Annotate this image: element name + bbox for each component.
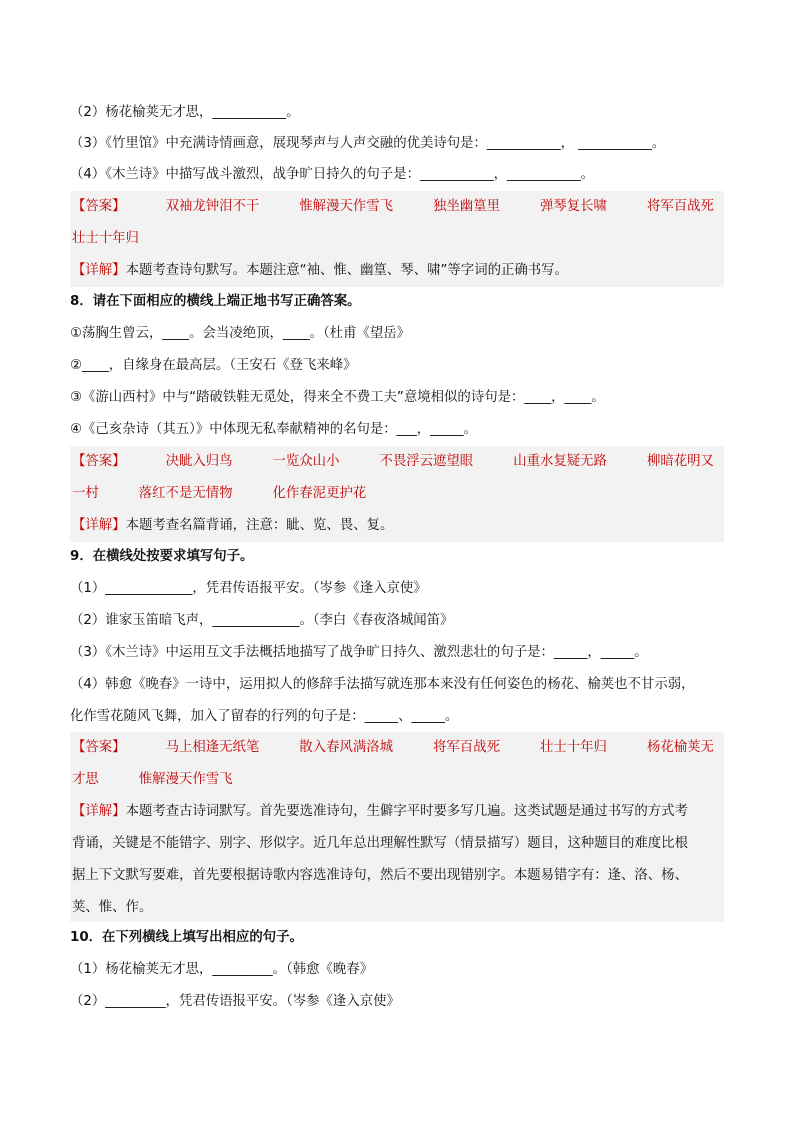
q7-line-4: （4）《木兰诗》中描写战斗激烈，战争旷日持久的句子是：___________，___________。 [70,167,595,182]
answer-tag: 【答案】 [72,740,126,755]
detail-text: 本题考查古诗词默写。首先要选准诗句，生僻字平时要多写几遍。这类试题是通过书写的方式考 [125,804,688,819]
answer-item: 山重水复疑无路 [513,454,607,469]
answer-tag: 【答案】 [72,199,126,214]
answer-item: 化作春泥更护花 [272,486,367,501]
q8-line-4: ④《己亥杂诗（其五）》中体现无私奉献精神的名句是：___，_____。 [70,422,478,437]
q7-answer-row-1 [70,191,724,223]
q9-detail-row-3 [70,860,724,892]
answer-item: 双袖龙钟泪不干 [165,199,260,214]
q8-line-2: ②____，自缘身在最高层。（王安石《登飞来峰》 [70,358,357,373]
q8-line-1: ①荡胸生曾云，____。会当凌绝顶，____。（杜甫《望岳》 [70,326,411,341]
answer-item: 弹琴复长啸 [539,199,607,214]
answer-item: 决眦入归鸟 [165,454,233,469]
q7-answer-block [70,191,724,287]
answer-item: 落红不是无情物 [138,486,233,501]
q10-line-1: （1）杨花榆荚无才思，_________。（韩愈《晚春》 [70,962,374,977]
q7-line-3: （3）《竹里馆》中充满诗情画意，展现琴声与人声交融的优美诗句是：___________， ___________。 [70,136,666,151]
q7-line-2: （2）杨花榆荚无才思，___________。 [70,105,300,120]
detail-text: 荚、惟、作。 [72,900,153,915]
detail-text: 本题考查名篇背诵，注意：眦、览、畏、复。 [125,518,394,533]
q9-line-4: （4）韩愈《晚春》一诗中，运用拟人的修辞手法描写就连那本来没有任何姿色的杨花、榆荚也不甘示弱， [70,677,695,692]
answer-item: 才思 [72,772,99,787]
q9-detail-row-2 [70,828,724,860]
detail-tag: 【详解】 [72,263,126,278]
answer-item: 惟解漫天作雪飞 [138,772,233,787]
q10-line-2: （2）_________，凭君传语报平安。（岑参《逢入京使》 [70,994,400,1009]
q9-line-1: （1）_____________，凭君传语报平安。（岑参《逢入京使》 [70,581,427,596]
detail-text: 背诵，关键是不能错字、别字、形似字。近几年总出理解性默写（情景描写）题目，这种题目的难度比根 [72,836,688,851]
detail-text: 本题考查诗句默写。本题注意“袖、惟、幽篁、琴、啸”等字词的正确书写。 [125,263,568,278]
q9-answer-row-1 [70,732,724,764]
q9-answer-row-2 [70,764,724,796]
q9-line-5: 化作雪花随风飞舞，加入了留春的行列的句子是：_____、_____。 [70,709,459,724]
answer-item: 柳暗花明又 [646,454,714,469]
q9-line-3: （3）《木兰诗》中运用互文手法概括地描写了战争旷日持久、激烈悲壮的句子是：_____，_____。 [70,645,648,660]
answer-item: 壮士十年归 [539,740,607,755]
answer-item: 壮士十年归 [72,231,139,246]
q9-detail-row-4 [70,892,724,924]
q8-answer-row-2 [70,478,724,510]
answer-item: 惟解漫天作雪飞 [299,199,394,214]
answer-item: 杨花榆荚无 [646,740,714,755]
q8-line-3: ③《游山西村》中与“踏破铁鞋无觅处，得来全不费工夫”意境相似的诗句是：____，____。 [70,390,605,405]
q8-answer-row-1 [70,446,724,478]
answer-item: 将军百战死 [433,740,500,755]
detail-tag: 【详解】 [72,804,126,819]
answer-item: 马上相逢无纸笔 [165,740,260,755]
q8-title: 8．请在下面相应的横线上端正地书写正确答案。 [70,294,361,309]
answer-tag: 【答案】 [72,454,126,469]
detail-text: 据上下文默写要难，首先要根据诗歌内容选准诗句，然后不要出现错别字。本题易错字有：逢、洛、杨、 [72,868,688,883]
answer-item: 独坐幽篁里 [433,199,500,214]
detail-tag: 【详解】 [72,518,126,533]
q9-title: 9．在横线处按要求填写句子。 [70,549,254,564]
q7-detail-row [70,255,724,287]
answer-item: 一村 [72,486,99,501]
answer-item: 不畏浮云遮望眼 [379,454,474,469]
q9-detail-row-1 [70,796,724,828]
answer-item: 将军百战死 [646,199,714,214]
q7-answer-row-2 [70,223,724,255]
q9-answer-block [70,732,724,922]
q10-title: 10．在下列横线上填写出相应的句子。 [70,930,303,945]
q8-answer-block [70,446,724,542]
q8-detail-row [70,510,724,542]
answer-item: 一览众山小 [272,454,340,469]
q9-line-2: （2）谁家玉笛暗飞声，_____________。（李白《春夜洛城闻笛》 [70,613,454,628]
answer-item: 散入春风满洛城 [299,740,394,755]
